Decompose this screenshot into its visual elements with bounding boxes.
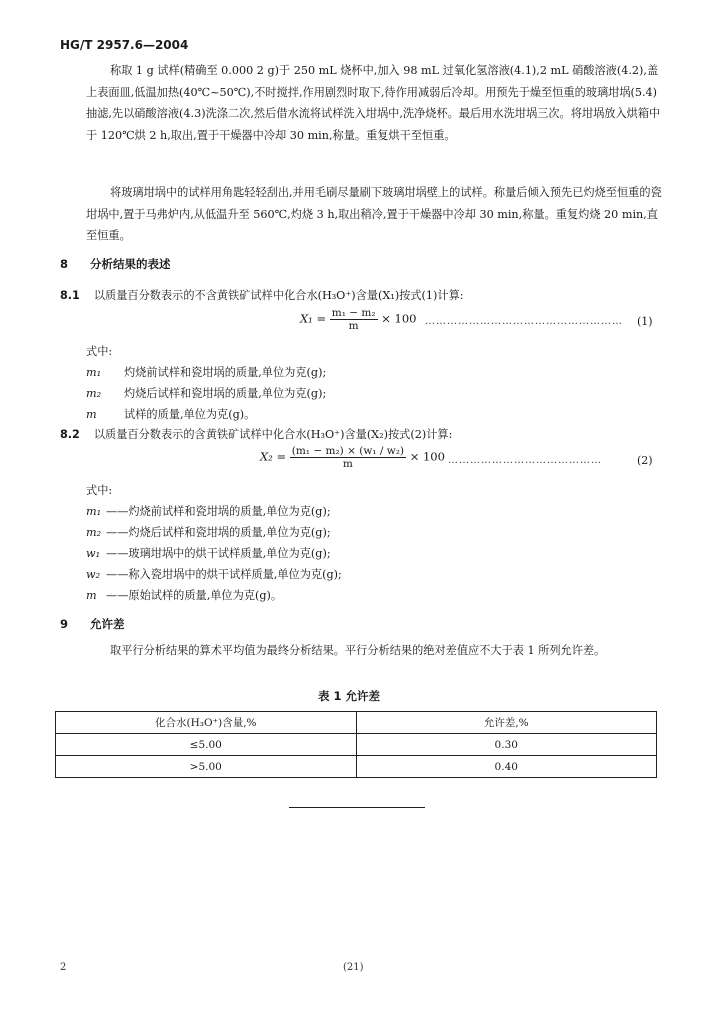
para1-text: 称取 1 g 试样(精确至 0.000 2 g)于 250 mL 烧杯中,加入 98 mL 过氧化氢溶液(4.1),2 mL 硝酸溶液(4.2),盖上表面皿,低温加热(40℃~50℃),不时搅拌,作用剧烈时取下,待作用减弱后冷却。用预先于燥至恒重的玻璃坩埚(5.4)抽滤,先以硝酸溶液(4.3)洗涤二次,然后借水流将试样洗入坩埚中,洗净烧杯。最后用水洗坩埚三次。将坩埚放入烘箱中于 120℃烘 2 h,取出,置于干燥器中冷却 30 min,称量。重复烘干至恒重。 xyxy=(86,64,661,142)
var-symbol: m₁ xyxy=(86,366,102,379)
var-description: 灼烧后试样和瓷坩埚的质量,单位为克(g); xyxy=(124,387,327,400)
var-row xyxy=(86,587,282,603)
var-symbol: w₁ xyxy=(86,547,101,560)
var-symbol: m₂ xyxy=(86,387,102,400)
formula-1-lhs: X₁ = xyxy=(300,311,327,326)
var-symbol: m xyxy=(86,589,97,602)
formula-2-lhs: X₂ = xyxy=(260,449,287,464)
var-description: 灼烧前试样和瓷坩埚的质量,单位为克(g); xyxy=(124,366,327,379)
formula-1-tail: × 100 xyxy=(381,311,417,326)
var-description: ——灼烧前试样和瓷坩埚的质量,单位为克(g); xyxy=(106,505,331,518)
var-description: ——原始试样的质量,单位为克(g)。 xyxy=(106,589,283,602)
formula-2 xyxy=(260,445,445,470)
table-cell: 0.30 xyxy=(356,734,657,756)
formula-1-fraction xyxy=(330,307,378,332)
table-cell: >5.00 xyxy=(56,756,357,778)
formula-1-denominator: m xyxy=(348,320,359,332)
var-description: 试样的质量,单位为克(g)。 xyxy=(124,408,256,421)
procedure-paragraph-1 xyxy=(86,60,666,146)
formula-2-leader: …………………………………… xyxy=(448,455,602,466)
table-cell: ≤5.00 xyxy=(56,734,357,756)
section-8-number: 8 xyxy=(60,257,69,271)
var-description: ——灼烧后试样和瓷坩埚的质量,单位为克(g); xyxy=(106,526,331,539)
clause-8-2-text: 以质量百分数表示的含黄铁矿试样中化合水(H₃O⁺)含量(X₂)按式(2)计算: xyxy=(93,428,453,441)
var-row xyxy=(86,406,255,422)
equation-number-1: (1) xyxy=(637,315,653,328)
section-9-number: 9 xyxy=(60,617,69,631)
table-row xyxy=(56,734,657,756)
var-symbol: w₂ xyxy=(86,568,101,581)
equation-number-2: (2) xyxy=(637,454,653,467)
clause-8-1 xyxy=(60,287,464,303)
var-row xyxy=(86,545,331,561)
footer-center-mark: (21) xyxy=(343,962,364,973)
var-row xyxy=(86,364,326,380)
clause-8-2-number: 8.2 xyxy=(60,428,80,441)
section-9-heading xyxy=(60,616,125,632)
where-label-2: 式中: xyxy=(86,484,113,497)
table-row xyxy=(56,756,657,778)
var-row xyxy=(86,503,331,519)
page-number: 2 xyxy=(60,962,67,973)
formula-1-numerator: m₁ − m₂ xyxy=(331,307,376,319)
standard-number: HG/T 2957.6—2004 xyxy=(60,38,189,52)
var-row xyxy=(86,385,326,401)
section-8-title: 分析结果的表述 xyxy=(90,257,171,271)
var-symbol: m xyxy=(86,408,97,421)
formula-2-fraction xyxy=(290,445,406,470)
clause-8-2 xyxy=(60,426,452,442)
section-9-paragraph xyxy=(86,640,666,662)
table-1-caption: 表 1 允许差 xyxy=(318,689,381,703)
formula-2-numerator: (m₁ − m₂) × (w₁ / w₂) xyxy=(291,445,405,457)
where-label-1: 式中: xyxy=(86,345,113,358)
formula-1 xyxy=(300,307,416,332)
var-symbol: m₂ xyxy=(86,526,102,539)
section-9-text: 取平行分析结果的算术平均值为最终分析结果。平行分析结果的绝对差值应不大于表 1 所列允许差。 xyxy=(110,644,606,657)
clause-8-1-number: 8.1 xyxy=(60,289,80,302)
formula-2-denominator: m xyxy=(342,458,353,470)
section-8-heading xyxy=(60,256,171,272)
var-description: ——玻璃坩埚中的烘干试样质量,单位为克(g); xyxy=(106,547,331,560)
table-header-row xyxy=(56,712,657,734)
para2-text: 将玻璃坩埚中的试样用角匙轻轻刮出,并用毛刷尽量刷下玻璃坩埚壁上的试样。称量后倾入预先已灼烧至恒重的瓷坩埚中,置于马弗炉内,从低温升至 560℃,灼烧 3 h,取出稍冷,置于干燥器中冷却 30 min,称量。重复灼烧 20 min,直至恒重。 xyxy=(86,186,662,242)
procedure-paragraph-2 xyxy=(86,182,666,247)
var-row xyxy=(86,566,342,582)
section-9-title: 允许差 xyxy=(90,617,125,631)
table-cell: 0.40 xyxy=(356,756,657,778)
formula-2-tail: × 100 xyxy=(409,449,445,464)
clause-8-1-text: 以质量百分数表示的不含黄铁矿试样中化合水(H₃O⁺)含量(X₁)按式(1)计算: xyxy=(93,289,464,302)
table-header-cell: 化合水(H₃O⁺)含量,% xyxy=(56,712,357,734)
var-symbol: m₁ xyxy=(86,505,102,518)
end-of-text-rule xyxy=(289,807,425,808)
allowable-difference-table xyxy=(55,711,657,778)
var-row xyxy=(86,524,331,540)
table-header-cell: 允许差,% xyxy=(356,712,657,734)
formula-1-leader: ……………………………………………… xyxy=(425,316,623,327)
var-description: ——称入瓷坩埚中的烘干试样质量,单位为克(g); xyxy=(106,568,342,581)
